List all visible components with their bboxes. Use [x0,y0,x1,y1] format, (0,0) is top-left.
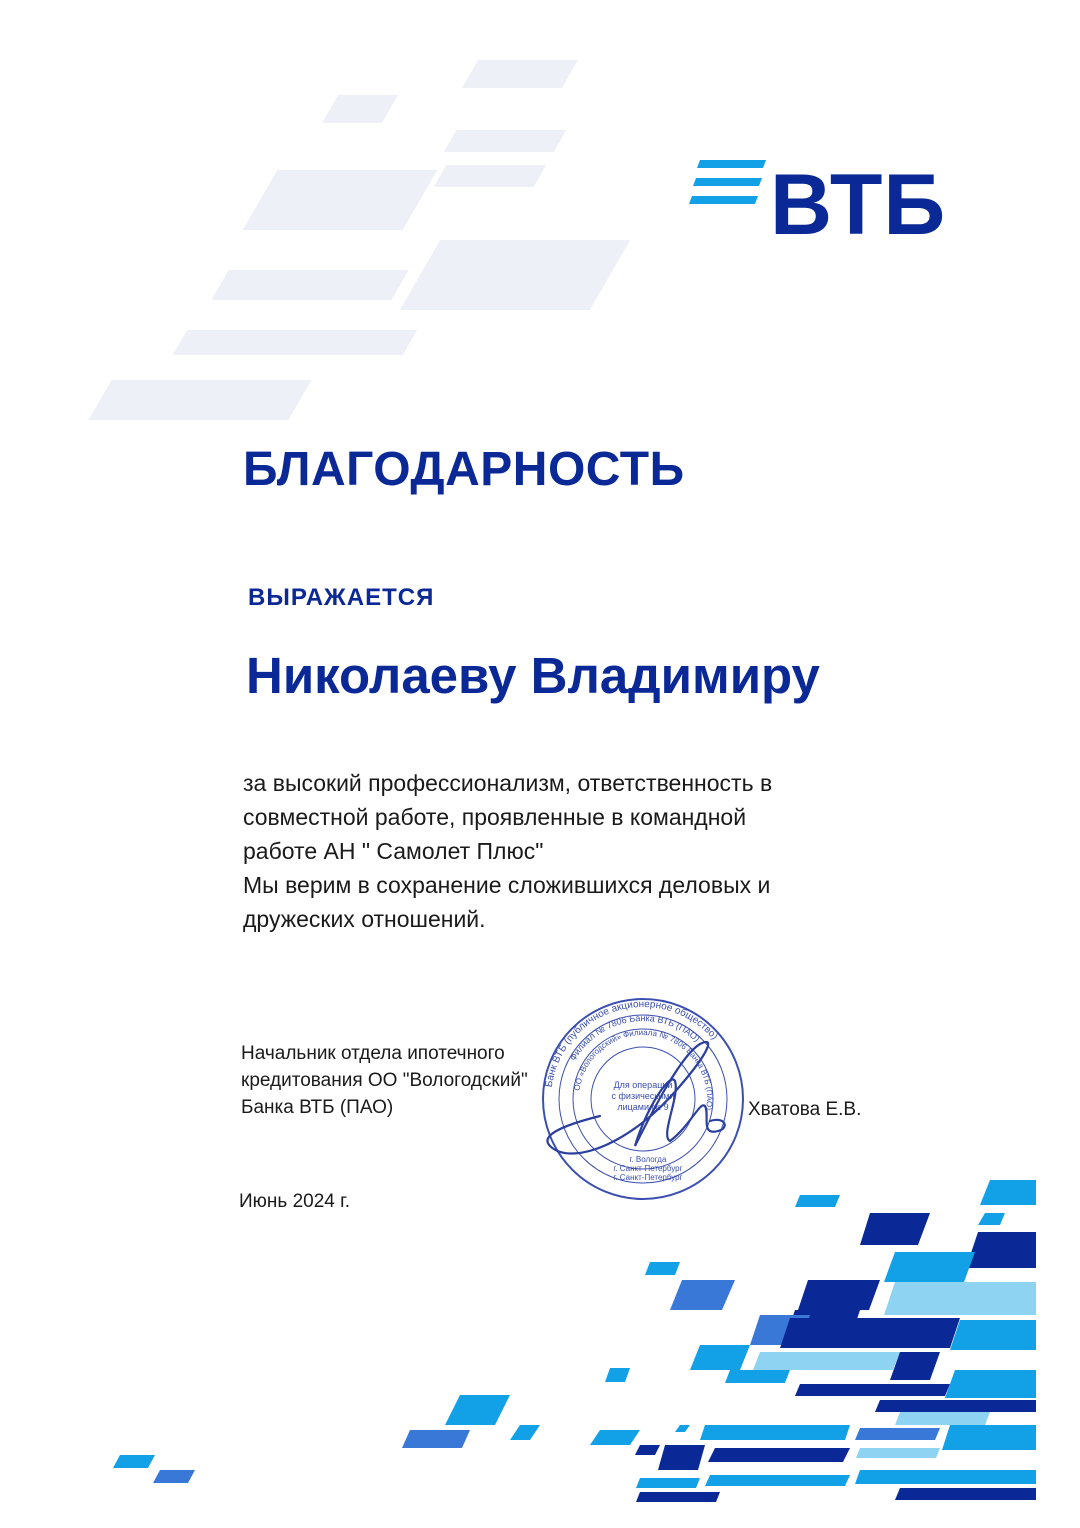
stamp-center-line: Для операций [613,1080,673,1090]
body-line: совместной работе, проявленные в командной [243,804,747,830]
position-line: Начальник отдела ипотечного [241,1043,505,1064]
stamp-bottom-line: г. Санкт-Петербург [613,1173,683,1182]
issue-date: Июнь 2024 г. [239,1191,351,1212]
signatory-position [241,1040,528,1121]
certificate-body [243,766,883,936]
certificate-title: БЛАГОДАРНОСТЬ [243,443,685,496]
position-line: Банка ВТБ (ПАО) [241,1097,394,1118]
recipient-name: Николаеву Владимиру [246,647,820,704]
position-line: кредитования ОО "Вологодский" [241,1070,528,1091]
body-line: дружеских отношений. [243,906,486,932]
decorative-pattern [0,1170,1080,1528]
certificate-subtitle: ВЫРАЖАЕТСЯ [248,584,435,611]
stamp-center-line: с физическими [611,1091,675,1101]
stamp-bottom-line: г. Санкт-Петербург [613,1164,683,1173]
body-line: Мы верим в сохранение сложившихся деловых и [243,872,771,898]
stamp-bottom-line: г. Вологда [629,1155,667,1164]
body-line: работе АН " Самолет Плюс" [243,838,544,864]
stamp-ring2-text: Филиал № 7806 Банка ВТБ (ПАО) [567,1012,702,1063]
vtb-logo-text: ВТБ [770,157,947,253]
stamp-outer-text: Банк ВТБ (публичное акционерное общество) [543,998,720,1088]
signatory-name: Хватова Е.В. [748,1099,862,1120]
stamp-center-line: лицами № 9 [617,1102,669,1112]
stamp-ring3-text: ОО «Вологодский» Филиала № 7806 Банка ВТБ (ПАО) [572,1027,715,1111]
body-line: за высокий профессионализм, ответственность в [243,770,773,796]
